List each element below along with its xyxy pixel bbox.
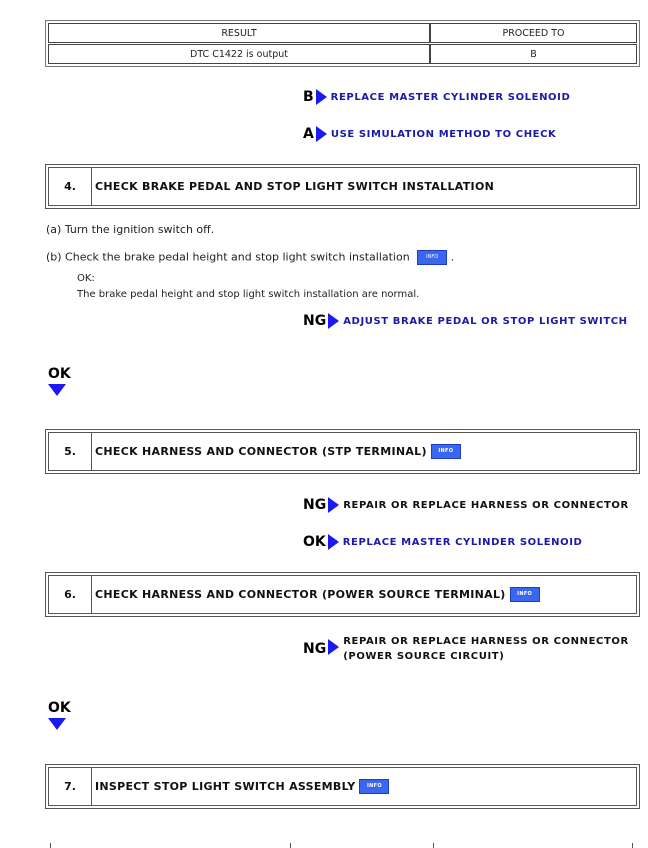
route-text: REPAIR OR REPLACE HARNESS OR CONNECTOR [343,499,629,511]
ok-label: OK [48,700,71,716]
down-arrow-icon [48,718,66,730]
table-header-proceed-to: PROCEED TO [430,23,637,43]
step-number: 4. [49,168,92,205]
step-7-header [45,764,640,809]
step-5-header [45,429,640,474]
table-cell-proceed-to: B [430,44,637,64]
step-title: CHECK HARNESS AND CONNECTOR (POWER SOURCE TERMINAL) INFO [95,576,540,613]
right-arrow-icon [328,534,339,550]
table-edge-tick [50,843,51,848]
step-title: CHECK BRAKE PEDAL AND STOP LIGHT SWITCH INSTALLATION [95,180,495,193]
info-button[interactable]: INFO [431,444,461,459]
route-link[interactable]: USE SIMULATION METHOD TO CHECK [330,128,557,140]
route-link[interactable]: REPLACE MASTER CYLINDER SOLENOID [342,536,583,548]
table-cell-result: DTC C1422 is output [48,44,430,64]
route-link[interactable]: REPLACE MASTER CYLINDER SOLENOID [330,91,571,103]
ok-proceed-arrow [48,700,71,730]
info-button[interactable]: INFO [417,250,447,265]
route-text: REPAIR OR REPLACE HARNESS OR CONNECTOR (POWER SOURCE CIRCUIT) [343,636,629,662]
route-link[interactable]: ADJUST BRAKE PEDAL OR STOP LIGHT SWITCH [343,315,628,327]
table-header-result: RESULT [48,23,430,43]
result-table [45,20,640,67]
down-arrow-icon [48,384,66,396]
table-edge-tick [290,843,291,848]
ok-label: OK [48,366,71,382]
route-b[interactable] [303,89,570,105]
route-code: NG [303,313,327,329]
instruction-a: (a) Turn the ignition switch off. [46,223,215,236]
route-code: OK [303,534,326,550]
step-4-header [45,164,640,209]
step-number: 7. [49,768,92,805]
route-code: NG [303,497,327,513]
ok-criteria-text: The brake pedal height and stop light switch installation are normal. [77,289,420,300]
route-code: NG [303,641,327,657]
route-ng-step5 [303,497,629,513]
right-arrow-icon [316,126,327,142]
ok-criteria-label: OK: [77,273,95,284]
right-arrow-icon [316,89,327,105]
instruction-b: (b) Check the brake pedal height and stop light switch installation INFO . [46,250,455,264]
right-arrow-icon [328,639,339,655]
route-code: B [303,89,314,105]
step-6-header [45,572,640,617]
table-edge-tick [433,843,434,848]
right-arrow-icon [328,497,339,513]
step-title: CHECK HARNESS AND CONNECTOR (STP TERMINAL) INFO [95,433,461,470]
step-title: INSPECT STOP LIGHT SWITCH ASSEMBLY INFO [95,768,389,805]
info-button[interactable]: INFO [510,587,540,602]
route-a[interactable] [303,126,556,142]
route-ng-step4[interactable] [303,313,628,329]
step-number: 6. [49,576,92,613]
info-button[interactable]: INFO [359,779,389,794]
route-code: A [303,126,314,142]
right-arrow-icon [328,313,339,329]
step-number: 5. [49,433,92,470]
table-edge-tick [632,843,633,848]
ok-proceed-arrow [48,366,71,396]
route-ng-step6 [303,634,629,664]
route-ok-step5[interactable] [303,534,582,550]
